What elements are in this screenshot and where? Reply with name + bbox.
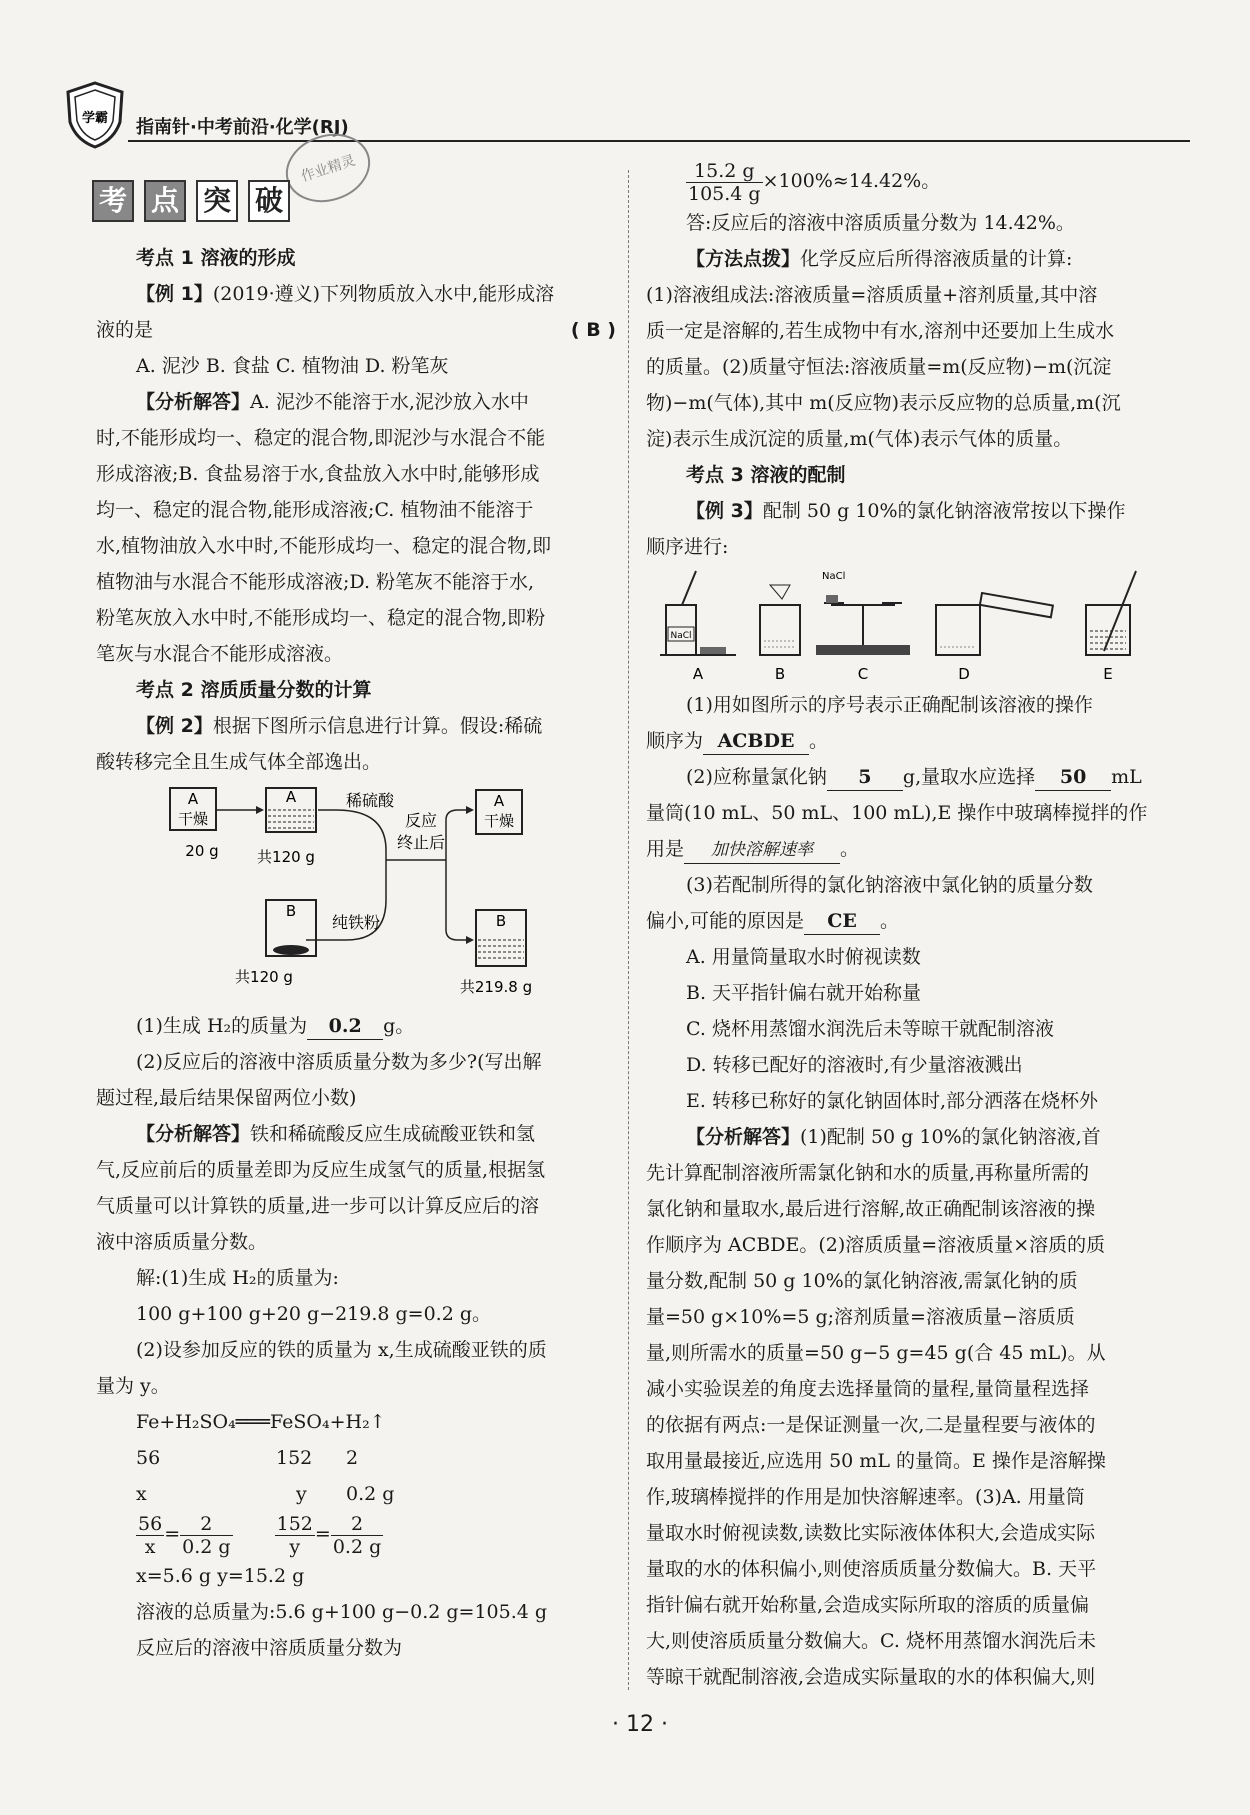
result-line: x=5.6 g y=15.2 g (136, 1564, 305, 1587)
ex3-line2: 顺序进行: (646, 535, 729, 558)
an1-line: 均一、稳定的混合物,能形成溶液;C. 植物油不能溶于 (96, 499, 534, 521)
q1-line2: 顺序为 ACBDE 。 (646, 723, 1168, 759)
ex3-line1: 【例 3】配制 50 g 10%的氯化钠溶液常按以下操作 (686, 499, 1126, 522)
fig-label-d: D (958, 664, 970, 683)
fig-label-a: A (692, 664, 704, 683)
an1-line: 植物油与水混合不能形成溶液;D. 粉笔灰不能溶于水, (96, 571, 535, 593)
banner-char-1: 考 (92, 180, 134, 222)
diag-m120b: 共120 g (235, 968, 293, 986)
right-column (646, 158, 1168, 1695)
ex1-options: A. 泥沙 B. 食盐 C. 植物油 D. 粉笔灰 (136, 355, 449, 377)
page-number: · 12 · (612, 1712, 668, 1737)
an3-line: 等晾干就配制溶液,会造成实际量取的水的体积偏大,则 (646, 1665, 1096, 1688)
q2-line3: 用是 加快溶解速率 。 (646, 831, 1168, 867)
mass-row-1: 56 152 2 (136, 1447, 359, 1469)
section-banner (92, 180, 300, 222)
an3-line: 【分析解答】(1)配制 50 g 10%的氯化钠溶液,首 (686, 1125, 1101, 1148)
method-line: (1)溶液组成法:溶液质量=溶质质量+溶剂质量,其中溶 (646, 283, 1098, 306)
ex2-line1: 【例 2】根据下图所示信息进行计算。假设:稀硫 (136, 715, 543, 737)
q2-line1: (2)应称量氯化钠 5 g,量取水应选择 50 mL (646, 759, 1168, 795)
logo-text: 学霸 (81, 111, 109, 126)
sol-line: (2)设参加反应的铁的质量为 x,生成硫酸亚铁的质 (136, 1339, 547, 1361)
ex1-line2: 液的是 ( B ) (96, 319, 616, 341)
stamp-text: 作业精灵 (299, 152, 358, 186)
an3-line: 作,玻璃棒搅拌的作用是加快溶解速率。(3)A. 用量筒 (646, 1485, 1085, 1508)
diag-reaction: 反应 (404, 811, 438, 830)
method-line: 淀)表示生成沉淀的质量,m(气体)表示气体的质量。 (646, 427, 1073, 450)
an3-line: 量=50 g×10%=5 g;溶剂质量=溶液质量−溶质质 (646, 1305, 1075, 1328)
total-mass-line: 溶液的总质量为:5.6 g+100 g−0.2 g=105.4 g (136, 1600, 548, 1623)
diag-a1: A (187, 790, 199, 808)
q2-line2: 量筒(10 mL、50 mL、100 mL),E 操作中玻璃棒搅拌的作 (646, 801, 1148, 824)
sol-line: 100 g+100 g+20 g−219.8 g=0.2 g。 (136, 1303, 492, 1325)
left-column (96, 240, 616, 1666)
q3-answer: CE (804, 908, 880, 935)
diag-b1: B (285, 902, 297, 920)
an3-line: 氯化钠和量取水,最后进行溶解,故正确配制该溶液的操 (646, 1197, 1096, 1220)
q3-line1: (3)若配制所得的氯化钠溶液中氯化钠的质量分数 (686, 873, 1093, 896)
banner-char-4: 破 (248, 180, 290, 222)
diag-acid: 稀硫酸 (346, 791, 395, 810)
q2-answer-volume: 50 (1035, 764, 1111, 791)
an1-line: 粉笔灰放入水中时,不能形成均一、稳定的混合物,即粉 (96, 607, 546, 629)
diag-dry1: 干燥 (177, 810, 209, 828)
q2-line1: (2)反应后的溶液中溶质质量分数为多少?(写出解 (136, 1051, 542, 1073)
fraction-row: $\frac{56}{x}$ = $\frac{2}{0.2 g}$ $\frac{152}{y}$ = $\frac{2}{0.2 g}$ (138, 1512, 382, 1558)
option-item: D. 转移已配好的溶液时,有少量溶液溅出 (686, 1053, 1023, 1076)
an2-line: 液中溶质质量分数。 (96, 1231, 268, 1253)
kp1-title: 考点 1 溶液的形成 (136, 247, 296, 269)
an3-line: 先计算配制溶液所需氯化钠和水的质量,再称量所需的 (646, 1161, 1090, 1184)
ex1-line1: 【例 1】(2019·遵义)下列物质放入水中,能形成溶 (136, 283, 555, 305)
an2-line: 【分析解答】铁和稀硫酸反应生成硫酸亚铁和氢 (136, 1123, 536, 1145)
fig-label-b: B (774, 664, 786, 683)
an3-line: 量分数,配制 50 g 10%的氯化钠溶液,需氯化钠的质 (646, 1269, 1078, 1292)
diag-m20: 20 g (185, 842, 219, 860)
ex2-line2: 酸转移完全且生成气体全部逸出。 (96, 751, 382, 773)
option-item: C. 烧杯用蒸馏水润洗后未等晾干就配制溶液 (686, 1017, 1054, 1040)
percent-calc: $\frac{15.2 g}{105.4 g}$ ×100%≈14.42%。 (688, 159, 941, 205)
nacl-label-balance: NaCl (822, 570, 846, 582)
an1-line: 【分析解答】A. 泥沙不能溶于水,泥沙放入水中 (136, 391, 529, 413)
q2-line2: 题过程,最后结果保留两位小数) (96, 1087, 357, 1109)
diag-a2: A (285, 788, 297, 806)
header-logo (62, 80, 128, 154)
q1-line1: (1)用如图所示的序号表示正确配制该溶液的操作 (686, 693, 1093, 716)
q2-answer-mass: 5 (827, 764, 903, 791)
lab-figure (646, 565, 1168, 687)
diag-dry2: 干燥 (483, 812, 515, 830)
banner-char-2: 点 (144, 180, 186, 222)
q1-line: (1)生成 H₂的质量为 0.2 g。 (96, 1008, 616, 1044)
an1-line: 笔灰与水混合不能形成溶液。 (96, 643, 344, 665)
kp2-title: 考点 2 溶质质量分数的计算 (136, 679, 372, 701)
option-item: A. 用量筒量取水时俯视读数 (686, 945, 921, 968)
an1-line: 时,不能形成均一、稳定的混合物,即泥沙与水混合不能 (96, 427, 546, 449)
an3-line: 作顺序为 ACBDE。(2)溶质质量=溶液质量×溶质的质 (646, 1233, 1106, 1256)
an3-line: 量,则所需水的质量=50 g−5 g=45 g(合 45 mL)。从 (646, 1341, 1106, 1364)
method-line: 的质量。(2)质量守恒法:溶液质量=m(反应物)−m(沉淀 (646, 355, 1112, 378)
kp3-title: 考点 3 溶液的配制 (686, 463, 846, 486)
column-divider (628, 170, 629, 1690)
q3-line2: 偏小,可能的原因是 CE 。 (646, 903, 1168, 939)
nacl-label-bottle: NaCl (670, 630, 692, 641)
diag-b2: B (495, 912, 507, 930)
sol-line: 量为 y。 (96, 1375, 170, 1397)
an3-line: 的依据有两点:一是保证测量一次,二是量程要与液体的 (646, 1413, 1096, 1436)
an3-line: 取用量最接近,应选用 50 mL 的量筒。E 操作是溶解操 (646, 1449, 1106, 1472)
sol-line: 解:(1)生成 H₂的质量为: (136, 1267, 339, 1289)
diag-m2198: 共219.8 g (459, 978, 533, 996)
q2-answer-purpose: 加快溶解速率 (684, 837, 840, 864)
diag-m120a: 共120 g (257, 848, 315, 866)
method-line: 质一定是溶解的,若生成物中有水,溶剂中还要加上生成水 (646, 319, 1115, 342)
ex1-answer: B (586, 319, 601, 341)
an3-line: 量取水时俯视读数,读数比实际液体体积大,会造成实际 (646, 1521, 1096, 1544)
equation: Fe+H₂SO₄═══FeSO₄+H₂↑ (136, 1411, 386, 1433)
diag-end: 终止后 (396, 833, 446, 852)
q1-answer: ACBDE (703, 728, 809, 755)
an2-line: 气,反应前后的质量差即为反应生成氢气的质量,根据氢 (96, 1159, 546, 1181)
diag-a3: A (493, 792, 505, 810)
an2-line: 气质量可以计算铁的质量,进一步可以计算反应后的溶 (96, 1195, 540, 1217)
an3-line: 减小实验误差的角度去选择量筒的量程,量筒量程选择 (646, 1377, 1090, 1400)
q1-answer: 0.2 (307, 1013, 383, 1040)
shield-icon (62, 80, 128, 150)
method-line: 【方法点拨】化学反应后所得溶液质量的计算: (686, 247, 1073, 270)
option-item: B. 天平指针偏右就开始称量 (686, 981, 922, 1004)
an1-line: 形成溶液;B. 食盐易溶于水,食盐放入水中时,能够形成 (96, 463, 540, 485)
an1-line: 水,植物油放入水中时,不能形成均一、稳定的混合物,即 (96, 535, 552, 557)
method-line: 物)−m(气体),其中 m(反应物)表示反应物的总质量,m(沉 (646, 391, 1121, 414)
diag-iron: 纯铁粉 (332, 913, 381, 932)
fraction-intro: 反应后的溶液中溶质质量分数为 (136, 1636, 403, 1659)
reaction-diagram (96, 780, 616, 1008)
an3-line: 指针偏右就开始称量,会造成实际所取的溶质的质量偏 (646, 1593, 1090, 1616)
answer-line: 答:反应后的溶液中溶质质量分数为 14.42%。 (686, 211, 1075, 234)
mass-row-2: x y 0.2 g (136, 1483, 395, 1505)
fig-label-e: E (1103, 664, 1113, 683)
an3-line: 量取的水的体积偏小,则使溶质质量分数偏大。B. 天平 (646, 1557, 1097, 1580)
fig-label-c: C (857, 664, 869, 683)
option-item: E. 转移已称好的氯化钠固体时,部分洒落在烧杯外 (686, 1089, 1098, 1112)
an3-line: 大,则使溶质质量分数偏大。C. 烧杯用蒸馏水润洗后未 (646, 1629, 1096, 1652)
header-title: 指南针·中考前沿·化学(RJ) (136, 117, 349, 138)
banner-char-3: 突 (196, 180, 238, 222)
